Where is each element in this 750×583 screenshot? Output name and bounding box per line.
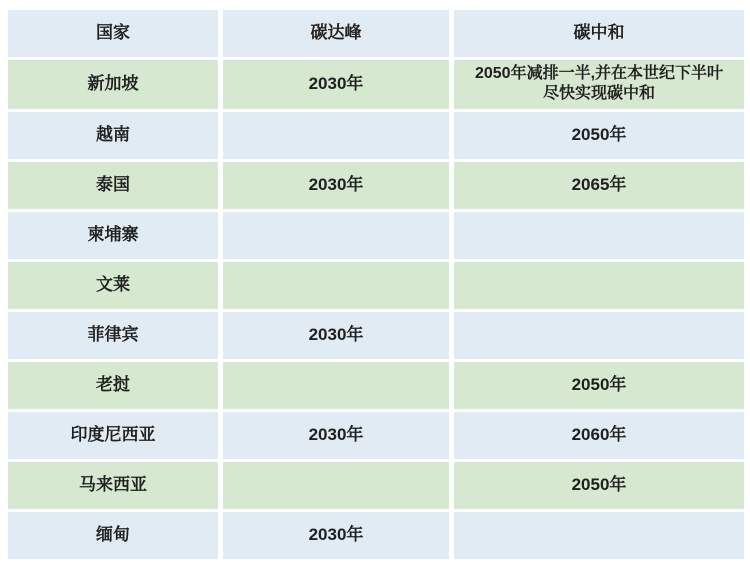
table-cell-country: 老挝 (8, 362, 218, 409)
table-cell-peak (223, 362, 449, 409)
table-cell-country: 菲律宾 (8, 312, 218, 359)
table-cell-country: 缅甸 (8, 512, 218, 559)
table-cell-country: 泰国 (8, 162, 218, 209)
table-cell-neutrality (454, 212, 744, 259)
table-cell-peak (223, 262, 449, 309)
table-cell-neutrality: 2065年 (454, 162, 744, 209)
table-cell-country: 马来西亚 (8, 462, 218, 509)
header-cell-carbon-neutrality: 碳中和 (454, 10, 744, 57)
table-cell-peak: 2030年 (223, 162, 449, 209)
table-cell-neutrality: 2050年 (454, 112, 744, 159)
header-cell-country: 国家 (8, 10, 218, 57)
table-cell-country: 柬埔寨 (8, 212, 218, 259)
table-cell-neutrality (454, 262, 744, 309)
table-cell-neutrality: 2050年 (454, 462, 744, 509)
table-cell-peak: 2030年 (223, 60, 449, 109)
table-cell-country: 印度尼西亚 (8, 412, 218, 459)
table-cell-country: 越南 (8, 112, 218, 159)
table-cell-peak: 2030年 (223, 312, 449, 359)
table-cell-peak: 2030年 (223, 412, 449, 459)
table-cell-neutrality (454, 312, 744, 359)
table-cell-country: 文莱 (8, 262, 218, 309)
header-cell-carbon-peak: 碳达峰 (223, 10, 449, 57)
table-cell-peak (223, 462, 449, 509)
table-cell-peak (223, 112, 449, 159)
table-cell-neutrality: 2050年减排一半,并在本世纪下半叶尽快实现碳中和 (454, 60, 744, 109)
table-cell-country: 新加坡 (8, 60, 218, 109)
table-cell-peak (223, 212, 449, 259)
table-cell-peak: 2030年 (223, 512, 449, 559)
table-cell-neutrality (454, 512, 744, 559)
table-cell-neutrality: 2060年 (454, 412, 744, 459)
table-cell-neutrality: 2050年 (454, 362, 744, 409)
carbon-targets-table (8, 10, 744, 559)
